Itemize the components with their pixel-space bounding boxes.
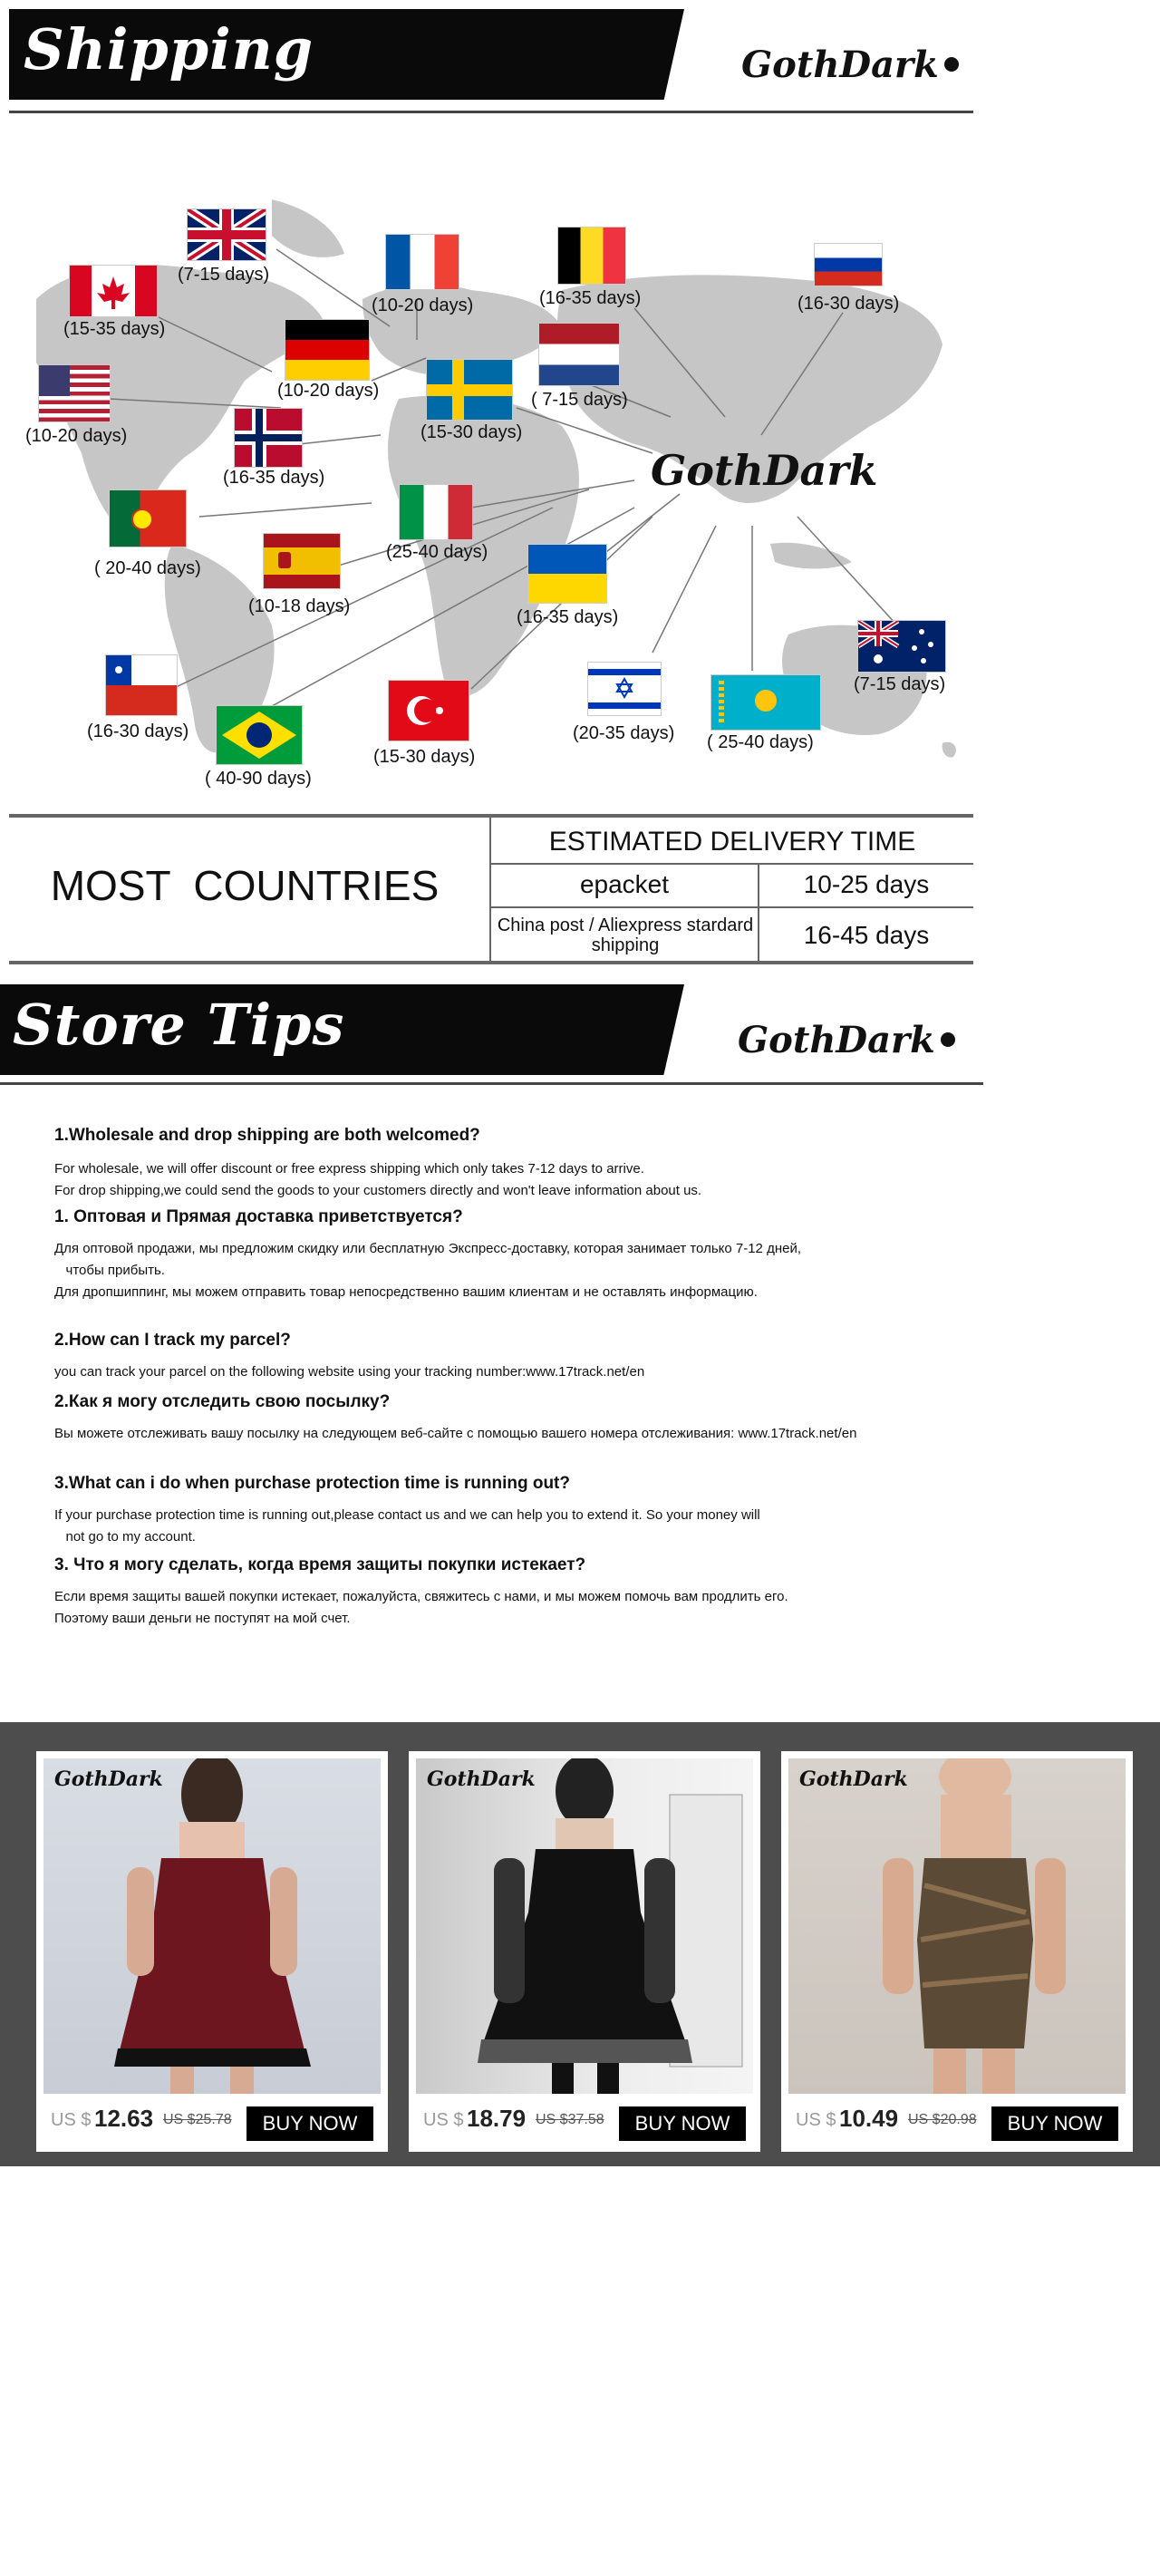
price-original: US $20.98 <box>908 2112 977 2127</box>
table-row-divider-2 <box>489 906 973 908</box>
time-china-post: 16-45 days <box>803 921 930 949</box>
star-of-david-icon <box>588 663 661 715</box>
flag-netherlands-icon <box>538 323 620 386</box>
uk-flag-graphic <box>188 209 266 260</box>
tip-question-3-ru: 3. Что я могу сделать, когда время защиты покупки истекает? <box>54 1555 586 1574</box>
flag-portugal-icon <box>109 489 187 547</box>
product-card[interactable] <box>409 1751 760 2152</box>
most-countries-label: MOST COUNTRIES <box>50 862 440 909</box>
flag-belgium-icon <box>557 227 626 285</box>
brand-name: GothDark <box>738 1019 935 1061</box>
buy-now-button[interactable]: BUY NOW <box>991 2106 1118 2141</box>
flag-france-icon <box>385 234 459 290</box>
flag-israel-icon <box>587 662 662 716</box>
product-photo[interactable] <box>44 1758 381 2094</box>
table-bottom-border <box>9 961 973 964</box>
flag-brazil-icon <box>216 705 303 765</box>
flag-uk-icon <box>187 208 266 261</box>
product-photo[interactable] <box>416 1758 753 2094</box>
price-value: 10.49 <box>839 2105 899 2132</box>
flag-chile-icon <box>105 654 178 716</box>
flag-usa-icon <box>38 364 111 422</box>
tips-title: Store Tips <box>13 992 345 1058</box>
buy-now-button[interactable]: BUY NOW <box>246 2106 373 2141</box>
price-currency: US $ <box>423 2110 464 2130</box>
tip-answer-2-en: you can track your parcel on the following website using your tracking number:www.17track.net/en <box>54 1364 645 1380</box>
flag-ukraine-days: (16-35 days) <box>517 607 619 627</box>
flag-ukraine-icon <box>527 544 607 604</box>
tip-question-2-ru: 2.Как я могу отследить свою посылку? <box>54 1392 391 1411</box>
flag-australia-icon <box>857 620 946 673</box>
price-value: 18.79 <box>467 2105 527 2132</box>
flag-canada-days: (15-35 days) <box>63 319 166 339</box>
flag-chile-days: (16-30 days) <box>87 721 189 741</box>
product-card[interactable] <box>36 1751 388 2152</box>
tip-answer-1-en: For wholesale, we will offer discount or free express shipping which only takes 7-12 days to arrive. For drop shipping,we could send the goods to your customers directly and won't leave information about us. <box>54 1161 702 1198</box>
tip-question-3-en: 3.What can i do when purchase protection time is running out? <box>54 1474 570 1493</box>
flag-norway-days: (16-35 days) <box>223 468 325 488</box>
price-value: 12.63 <box>94 2105 154 2132</box>
flag-russia-days: (16-30 days) <box>798 294 900 314</box>
flag-kazakhstan-days: ( 25-40 days) <box>707 732 814 752</box>
shipping-title: Shipping <box>24 16 314 82</box>
crescent-star-icon <box>389 681 469 741</box>
tip-answer-1-ru: Для оптовой продажи, мы предложим скидку или бесплатную Экспресс-доставку, которая занимает только 7-12 дней, чтобы прибыть. Для дропшиппинг, мы можем отправить товар непосредственно вашим клиентам и не оставлять информацию. <box>54 1241 801 1300</box>
flag-israel-days: (20-35 days) <box>573 723 675 743</box>
table-top-border <box>9 814 973 818</box>
tip-question-1-ru: 1. Оптовая и Прямая доставка приветствуется? <box>54 1207 463 1226</box>
flag-italy-icon <box>399 484 473 540</box>
flag-france-days: (10-20 days) <box>372 295 474 315</box>
flag-spain-icon <box>263 533 341 589</box>
product-brand-tag: GothDark <box>427 1767 536 1791</box>
tip-answer-2-ru: Вы можете отслеживать вашу посылку на следующем веб-сайте с помощью вашего номера отслеживания: www.17track.net/en <box>54 1426 857 1441</box>
flag-spain-days: (10-18 days) <box>248 596 351 616</box>
product-card[interactable] <box>781 1751 1133 2152</box>
maple-leaf-icon <box>70 266 157 316</box>
dress-illustration <box>788 1758 1126 2094</box>
flag-norway-icon <box>234 408 303 468</box>
tip-answer-3-ru: Если время защиты вашей покупки истекает, пожалуйста, свяжитесь с нами, и мы можем помочь вам продлить его. Поэтому ваши деньги не поступят на мой счет. <box>54 1589 788 1626</box>
flag-portugal-days: ( 20-40 days) <box>94 558 201 578</box>
dress-illustration <box>44 1758 381 2094</box>
price-currency: US $ <box>51 2110 92 2130</box>
price-original: US $37.58 <box>536 2112 604 2127</box>
buy-now-button[interactable]: BUY NOW <box>619 2106 746 2141</box>
price-original: US $25.78 <box>163 2112 232 2127</box>
flag-italy-days: (25-40 days) <box>386 542 488 562</box>
flag-brazil-days: ( 40-90 days) <box>205 769 312 789</box>
flag-australia-days: (7-15 days) <box>854 674 946 694</box>
brand-name: GothDark <box>741 44 939 86</box>
flag-usa-days: (10-20 days) <box>25 426 128 446</box>
tip-question-2-en: 2.How can I track my parcel? <box>54 1331 291 1350</box>
flag-netherlands-days: ( 7-15 days) <box>531 390 628 410</box>
tip-answer-3-en: If your purchase protection time is running out,please contact us and we can help you to extend it. So your money will not go to my account. <box>54 1507 760 1545</box>
flag-belgium-days: (16-35 days) <box>539 288 642 308</box>
brazil-diamond-icon <box>217 706 302 764</box>
flag-turkey-days: (15-30 days) <box>373 747 476 767</box>
dress-illustration <box>416 1758 753 2094</box>
flag-sweden-days: (15-30 days) <box>420 422 523 442</box>
product-brand-tag: GothDark <box>54 1767 163 1791</box>
flag-uk-days: (7-15 days) <box>178 265 270 285</box>
australia-stars-icon <box>858 621 945 672</box>
flag-sweden-icon <box>426 359 513 421</box>
method-epacket: epacket <box>579 870 670 898</box>
price-currency: US $ <box>796 2110 836 2130</box>
flag-germany-icon <box>285 319 370 381</box>
tips-divider <box>0 1082 983 1085</box>
flag-germany-days: (10-20 days) <box>277 381 380 401</box>
product-photo[interactable] <box>788 1758 1126 2094</box>
tips-brand-logo <box>738 1019 955 1061</box>
method-china-post: China post / Aliexpress stardard shipping <box>497 915 754 955</box>
flag-canada-icon <box>69 265 158 317</box>
flag-turkey-icon <box>388 680 469 741</box>
estimated-delivery-header: ESTIMATED DELIVERY TIME <box>548 827 916 857</box>
product-brand-tag: GothDark <box>799 1767 908 1791</box>
flag-russia-icon <box>814 243 883 286</box>
brand-dot-icon <box>941 1032 955 1047</box>
flag-kazakhstan-icon <box>710 674 821 731</box>
time-epacket: 10-25 days <box>803 870 930 898</box>
table-row-divider-1 <box>489 863 973 865</box>
map-center-brand: GothDark <box>651 446 878 495</box>
tip-question-1-en: 1.Wholesale and drop shipping are both welcomed? <box>54 1126 480 1145</box>
